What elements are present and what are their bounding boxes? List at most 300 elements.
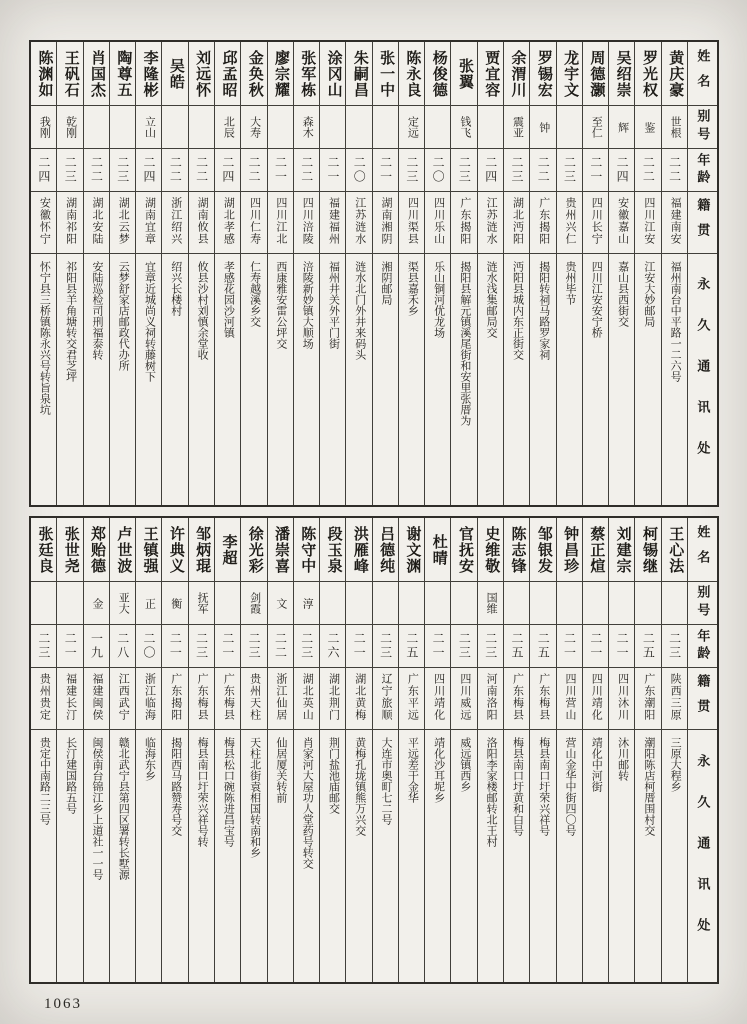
- person-age: 二三: [378, 632, 393, 660]
- person-alias: 钱飞: [458, 116, 471, 138]
- person-column: [319, 42, 345, 505]
- person-alias-cell: [268, 581, 293, 624]
- person-column: [556, 518, 582, 982]
- person-age-cell: [241, 148, 266, 191]
- person-addr-cell: [57, 253, 82, 505]
- person-native-cell: [635, 191, 660, 253]
- person-name-cell: [635, 518, 660, 581]
- person-native: 浙江临海: [143, 673, 156, 721]
- person-addr: 闽侯南台锦江乡上道社一一号: [90, 737, 103, 880]
- person-native-cell: [84, 191, 109, 253]
- person-name: 罗光权: [640, 49, 657, 98]
- person-column: [477, 518, 503, 982]
- person-age-cell: [162, 624, 187, 667]
- person-name: 洪雁峰: [351, 525, 368, 574]
- person-age: 二一: [273, 156, 288, 184]
- person-alias-cell: [662, 105, 687, 148]
- person-age: 二三: [404, 156, 419, 184]
- person-alias-cell: [294, 105, 319, 148]
- person-name: 陈渊如: [36, 49, 53, 98]
- person-name-cell: [557, 42, 582, 105]
- person-addr: 湘阴邮局: [380, 261, 393, 305]
- person-native: 湖南祁阳: [64, 197, 77, 245]
- person-column: [240, 518, 266, 982]
- person-age: 二三: [115, 156, 130, 184]
- person-age: 二三: [457, 156, 472, 184]
- page-number: 1063: [44, 996, 82, 1012]
- person-alias: 鉴: [642, 121, 655, 133]
- person-age-cell: [451, 624, 476, 667]
- person-addr: 怀宁县三桥镇陈永兴号转旨泉坑: [38, 261, 51, 415]
- person-age-cell: [294, 624, 319, 667]
- person-native: 福建福州: [327, 197, 340, 245]
- person-addr-cell: [346, 253, 371, 505]
- person-native: 四川江北: [274, 197, 287, 245]
- person-name-cell: [57, 518, 82, 581]
- person-alias-cell: [557, 105, 582, 148]
- person-name-cell: [162, 42, 187, 105]
- person-alias: 森木: [301, 116, 314, 138]
- person-alias-cell: [110, 105, 135, 148]
- person-column: [31, 42, 56, 505]
- person-addr: 营山金华中街四〇号: [564, 737, 576, 836]
- person-name: 蔡正煊: [588, 525, 605, 574]
- person-alias-cell: [557, 581, 582, 624]
- person-age-cell: [241, 624, 266, 667]
- person-age: 二八: [115, 632, 130, 660]
- person-name: 黄庆豪: [667, 49, 684, 98]
- person-name-cell: [31, 518, 56, 581]
- person-addr-cell: [425, 253, 450, 505]
- person-age: 二一: [615, 632, 630, 660]
- person-addr-cell: [162, 729, 187, 982]
- person-name-cell: [215, 518, 240, 581]
- person-age-cell: [57, 624, 82, 667]
- person-native-cell: [241, 667, 266, 729]
- person-name: 张翼: [456, 57, 473, 90]
- person-alias-cell: [162, 105, 187, 148]
- person-column: [240, 42, 266, 505]
- person-addr: 嘉山县西街交: [616, 261, 629, 327]
- person-addr-cell: [478, 729, 503, 982]
- person-addr: 孝感花园沙河镇: [222, 261, 235, 338]
- person-age-cell: [294, 148, 319, 191]
- person-native-cell: [425, 191, 450, 253]
- person-native-cell: [504, 191, 529, 253]
- person-native: 四川营山: [564, 673, 576, 721]
- person-name: 潘崇喜: [273, 525, 290, 574]
- person-addr: 揭阳转祠马路罗家祠: [537, 261, 550, 360]
- person-column: [529, 42, 555, 505]
- person-alias-cell: [320, 105, 345, 148]
- person-name-cell: [57, 42, 82, 105]
- person-alias-cell: [504, 581, 529, 624]
- person-addr: 长汀建国路五号: [64, 737, 77, 814]
- person-name: 谢文渊: [404, 525, 421, 574]
- person-alias-cell: [399, 105, 424, 148]
- column-header-age: 年龄: [695, 629, 711, 663]
- person-name: 张军栋: [299, 49, 316, 98]
- person-addr: 乐山铜河优龙场: [432, 261, 445, 338]
- person-name: 陈永良: [404, 49, 421, 98]
- person-addr-cell: [241, 729, 266, 982]
- person-alias-cell: [136, 581, 161, 624]
- person-native-cell: [609, 667, 634, 729]
- person-native-cell: [346, 191, 371, 253]
- person-native-cell: [609, 191, 634, 253]
- person-native-cell: [162, 667, 187, 729]
- person-alias: 乾刚: [64, 116, 77, 138]
- person-addr: 祁阳县羊角塘转交君芝坪: [64, 261, 77, 382]
- person-native-cell: [530, 191, 555, 253]
- person-age-cell: [478, 624, 503, 667]
- person-name: 邹银发: [535, 525, 552, 574]
- person-column: [214, 518, 240, 982]
- person-native-cell: [504, 667, 529, 729]
- person-addr: 肖家河大屋功人堂药号转交: [301, 737, 314, 869]
- person-name-cell: [346, 42, 371, 105]
- person-name: 张世尧: [62, 525, 79, 574]
- person-native: 贵州贵定: [38, 673, 51, 721]
- person-alias-cell: [609, 581, 634, 624]
- person-alias-cell: [162, 581, 187, 624]
- person-native: 湖北英山: [301, 673, 314, 721]
- person-name-cell: [478, 518, 503, 581]
- person-alias-cell: [635, 105, 660, 148]
- person-addr: 攸县沙村刘慎余堂收: [196, 261, 209, 360]
- person-addr-cell: [451, 253, 476, 505]
- person-addr-cell: [399, 729, 424, 982]
- person-age-cell: [609, 624, 634, 667]
- person-column: [608, 518, 634, 982]
- person-native: 广东平远: [406, 673, 419, 721]
- person-name-cell: [425, 518, 450, 581]
- person-addr-cell: [425, 729, 450, 982]
- person-addr-cell: [609, 253, 634, 505]
- person-native-cell: [84, 667, 109, 729]
- person-native-cell: [57, 191, 82, 253]
- person-age: 二五: [509, 632, 524, 660]
- person-native-cell: [583, 667, 608, 729]
- person-age: 二四: [615, 156, 630, 184]
- person-name: 朱嗣昌: [351, 49, 368, 98]
- person-name-cell: [425, 42, 450, 105]
- person-native-cell: [373, 667, 398, 729]
- person-age-cell: [189, 148, 214, 191]
- person-age-cell: [557, 148, 582, 191]
- person-age: 一九: [89, 632, 104, 660]
- person-alias: 金: [90, 597, 103, 609]
- person-addr-cell: [268, 729, 293, 982]
- person-native-cell: [346, 667, 371, 729]
- person-addr-cell: [373, 253, 398, 505]
- person-age: 二三: [63, 156, 78, 184]
- person-age-cell: [31, 148, 56, 191]
- person-native-cell: [635, 667, 660, 729]
- person-addr: 梅县松口碗陈进昌宝号: [222, 737, 235, 847]
- person-alias-cell: [268, 105, 293, 148]
- person-addr: 沔阳县城内东正街交: [511, 261, 524, 360]
- person-native: 浙江绍兴: [169, 197, 182, 245]
- person-alias: 衡: [169, 597, 182, 609]
- person-addr: 大连市奥町七二号: [380, 737, 393, 825]
- person-native: 四川仁寿: [248, 197, 261, 245]
- person-alias-cell: [241, 105, 266, 148]
- person-name-cell: [268, 518, 293, 581]
- person-age-cell: [136, 148, 161, 191]
- column-header-age-cell: [688, 148, 717, 191]
- person-name-cell: [399, 42, 424, 105]
- person-age: 二〇: [431, 156, 446, 184]
- person-age: 二二: [273, 632, 288, 660]
- person-age: 二五: [536, 632, 551, 660]
- person-age-cell: [425, 624, 450, 667]
- person-column: [556, 42, 582, 505]
- person-native-cell: [31, 191, 56, 253]
- person-column: [267, 42, 293, 505]
- person-name-cell: [399, 518, 424, 581]
- person-addr-cell: [294, 253, 319, 505]
- person-alias-cell: [57, 105, 82, 148]
- person-name-cell: [583, 42, 608, 105]
- person-name: 许典义: [167, 525, 184, 574]
- person-age-cell: [530, 624, 555, 667]
- person-age: 二一: [63, 632, 78, 660]
- person-name-cell: [241, 42, 266, 105]
- person-native-cell: [373, 191, 398, 253]
- person-column: [450, 518, 476, 982]
- person-alias-cell: [609, 105, 634, 148]
- person-name-cell: [215, 42, 240, 105]
- person-column: [529, 518, 555, 982]
- person-age-cell: [609, 148, 634, 191]
- person-age: 二一: [220, 632, 235, 660]
- person-alias-cell: [136, 105, 161, 148]
- person-alias: 世根: [669, 116, 682, 138]
- person-age-cell: [189, 624, 214, 667]
- person-age: 二二: [247, 156, 262, 184]
- person-native-cell: [268, 667, 293, 729]
- person-column: [608, 42, 634, 505]
- person-column: [398, 518, 424, 982]
- person-column: [345, 42, 371, 505]
- person-name-cell: [294, 42, 319, 105]
- person-alias-cell: [399, 581, 424, 624]
- person-age: 二四: [220, 156, 235, 184]
- person-age-cell: [162, 148, 187, 191]
- person-age: 二一: [378, 156, 393, 184]
- person-addr: 仁寿越溪乡交: [248, 261, 261, 327]
- person-native-cell: [215, 191, 240, 253]
- person-column: [109, 42, 135, 505]
- person-age-cell: [268, 624, 293, 667]
- header-column: [687, 42, 717, 505]
- person-name-cell: [84, 42, 109, 105]
- person-age-cell: [504, 148, 529, 191]
- person-alias: 淳: [301, 597, 314, 609]
- person-native-cell: [294, 667, 319, 729]
- person-native: 四川江安: [642, 197, 655, 245]
- person-alias-cell: [189, 581, 214, 624]
- person-age: 二六: [326, 632, 340, 660]
- person-native-cell: [268, 191, 293, 253]
- column-header-age-cell: [688, 624, 717, 667]
- person-name-cell: [31, 42, 56, 105]
- person-name: 刘建宗: [614, 525, 631, 574]
- person-column: [56, 518, 82, 982]
- person-native-cell: [136, 191, 161, 253]
- person-name: 廖宗耀: [273, 49, 290, 98]
- person-addr: 沐川邮转: [616, 737, 629, 781]
- person-alias: 亚大: [117, 592, 130, 614]
- person-addr: 靖化中河街: [590, 737, 603, 792]
- person-addr: 绍兴长楼村: [169, 261, 182, 316]
- person-native-cell: [241, 191, 266, 253]
- person-alias-cell: [241, 581, 266, 624]
- person-name: 贾宜容: [483, 49, 500, 98]
- person-alias-cell: [583, 105, 608, 148]
- person-age-cell: [662, 148, 687, 191]
- person-addr-cell: [635, 253, 660, 505]
- person-alias-cell: [346, 581, 371, 624]
- column-header-native: 籍贯: [695, 197, 711, 248]
- column-header-addr: 永久通讯处: [695, 277, 711, 482]
- person-age: 二四: [483, 156, 498, 184]
- person-addr: 三原大程乡: [669, 737, 682, 792]
- person-age: 二一: [562, 632, 577, 660]
- person-alias-cell: [504, 105, 529, 148]
- person-name-cell: [504, 42, 529, 105]
- person-native-cell: [189, 191, 214, 253]
- person-native: 河南洛阳: [485, 673, 498, 721]
- person-age: 二三: [667, 632, 682, 660]
- person-addr: 渠县嘉禾乡: [406, 261, 419, 316]
- person-addr: 揭阳县解元镇溪尾街和安里张厝为: [458, 261, 471, 426]
- person-name-cell: [136, 42, 161, 105]
- person-native: 陕西三原: [669, 673, 682, 721]
- column-header-native: 籍贯: [695, 673, 711, 724]
- column-header-name-cell: [688, 518, 717, 581]
- person-native: 湖南湘阴: [380, 197, 393, 245]
- person-addr-cell: [478, 253, 503, 505]
- person-name-cell: [504, 518, 529, 581]
- column-header-alias: 别号: [695, 109, 711, 145]
- person-native: 福建闽侯: [90, 673, 103, 721]
- person-alias-cell: [215, 105, 240, 148]
- person-addr: 涟水浅集邮局交: [485, 261, 498, 338]
- person-name: 钟昌珍: [562, 525, 579, 574]
- person-addr: 靖化沙耳坭乡: [432, 737, 445, 803]
- person-native: 四川靖化: [590, 673, 603, 721]
- person-native-cell: [294, 191, 319, 253]
- person-age-cell: [215, 624, 240, 667]
- person-column: [424, 518, 450, 982]
- person-addr-cell: [84, 729, 109, 982]
- person-name: 陈守中: [299, 525, 316, 574]
- person-column: [188, 42, 214, 505]
- person-alias-cell: [373, 581, 398, 624]
- person-column: [582, 42, 608, 505]
- person-name: 李超: [220, 533, 237, 566]
- person-addr: 福州井关外平门街: [327, 261, 340, 349]
- column-header-addr-cell: [688, 253, 717, 505]
- person-addr-cell: [215, 253, 240, 505]
- person-name-cell: [189, 42, 214, 105]
- person-name: 涂冈山: [325, 49, 342, 98]
- person-name: 邹炳琨: [194, 525, 211, 574]
- person-native-cell: [31, 667, 56, 729]
- person-age-cell: [346, 148, 371, 191]
- person-native: 四川渠县: [406, 197, 419, 245]
- person-native: 广东揭阳: [169, 673, 182, 721]
- person-addr: 天柱北街袁相国转南和乡: [248, 737, 261, 858]
- person-alias-cell: [425, 581, 450, 624]
- person-age-cell: [399, 148, 424, 191]
- person-native: 辽宁旅顺: [380, 673, 393, 721]
- person-native: 江苏涟水: [353, 197, 366, 245]
- person-native: 湖北沔阳: [511, 197, 524, 245]
- person-column: [582, 518, 608, 982]
- directory-table-top: [29, 40, 719, 507]
- person-alias: 震亚: [511, 116, 524, 138]
- person-name-cell: [110, 42, 135, 105]
- person-age-cell: [320, 624, 345, 667]
- column-header-native-cell: [688, 191, 717, 253]
- person-age-cell: [557, 624, 582, 667]
- person-native: 广东揭阳: [537, 197, 550, 245]
- person-name: 吴皓: [167, 57, 184, 90]
- person-name-cell: [557, 518, 582, 581]
- person-name-cell: [373, 518, 398, 581]
- person-column: [161, 42, 187, 505]
- person-addr: 威远镇西乡: [458, 737, 471, 792]
- person-column: [424, 42, 450, 505]
- person-age-cell: [346, 624, 371, 667]
- person-native-cell: [57, 667, 82, 729]
- person-addr-cell: [31, 253, 56, 505]
- person-name-cell: [320, 518, 345, 581]
- person-alias-cell: [215, 581, 240, 624]
- person-native-cell: [583, 191, 608, 253]
- person-alias-cell: [478, 105, 503, 148]
- person-native: 福建长汀: [64, 673, 77, 721]
- person-age-cell: [478, 148, 503, 191]
- person-column: [83, 42, 109, 505]
- person-alias-cell: [110, 581, 135, 624]
- person-addr: 涪陵新妙镇大顺场: [301, 261, 314, 349]
- person-addr-cell: [57, 729, 82, 982]
- person-alias: 北辰: [222, 116, 235, 138]
- person-name-cell: [84, 518, 109, 581]
- person-addr-cell: [583, 253, 608, 505]
- person-native: 广东梅县: [196, 673, 209, 721]
- person-age: 二四: [36, 156, 51, 184]
- person-alias-cell: [84, 105, 109, 148]
- person-alias-cell: [84, 581, 109, 624]
- person-age: 二一: [326, 156, 340, 184]
- person-column: [450, 42, 476, 505]
- person-alias-cell: [57, 581, 82, 624]
- person-age-cell: [635, 624, 660, 667]
- person-column: [135, 42, 161, 505]
- person-name-cell: [530, 518, 555, 581]
- column-header-addr-cell: [688, 729, 717, 982]
- person-addr-cell: [346, 729, 371, 982]
- person-addr-cell: [268, 253, 293, 505]
- person-name-cell: [373, 42, 398, 105]
- person-name-cell: [189, 518, 214, 581]
- person-addr-cell: [504, 729, 529, 982]
